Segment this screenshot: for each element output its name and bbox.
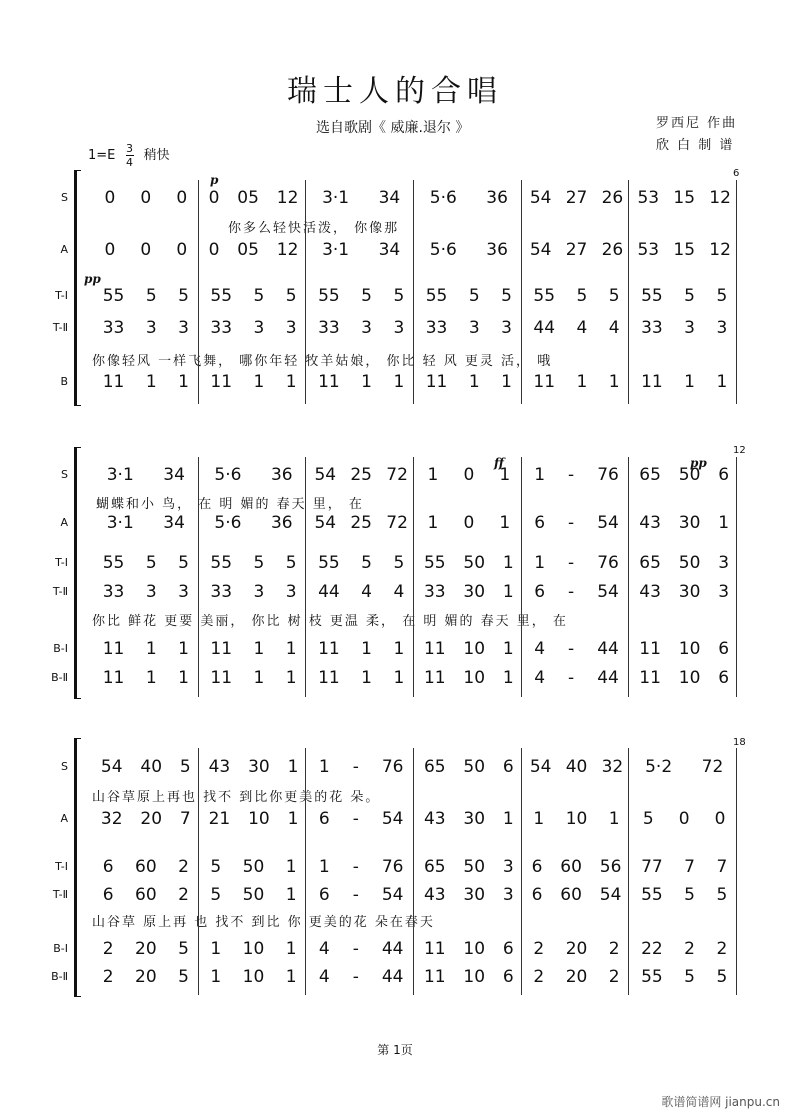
measure: 2 20 5 [102, 939, 189, 959]
barline [413, 180, 414, 404]
measure: 3·1 34 [106, 465, 185, 485]
measure: 55 5 5 [102, 286, 189, 306]
time-signature [126, 143, 134, 168]
measure: 55 5 5 [102, 553, 189, 573]
measure: 43 30 3 [423, 885, 514, 905]
measure: 11 1 1 [102, 639, 189, 659]
measure: 55 5 5 [641, 885, 728, 905]
measure: 11 1 1 [641, 372, 728, 392]
barline [305, 748, 306, 995]
measure: 55 5 5 [641, 967, 728, 987]
measure: 54 27 26 [529, 240, 624, 260]
subtitle: 选自歌剧《 威廉.退尔 》 [316, 120, 470, 136]
voice-row [92, 967, 738, 987]
voice-label: S [61, 760, 68, 773]
page-title: 瑞士人的合唱 [287, 74, 503, 109]
measure: 11 1 1 [318, 639, 405, 659]
system-bracket [74, 447, 81, 699]
measure: 5·6 36 [429, 188, 508, 208]
measure: 5 0 0 [642, 809, 726, 829]
voice-row [92, 372, 738, 392]
voice-row [92, 668, 738, 688]
measure: 33 3 3 [102, 582, 189, 602]
barline [521, 457, 522, 697]
barline [521, 180, 522, 404]
measure: 43 30 3 [639, 582, 730, 602]
measure: 11 1 1 [318, 668, 405, 688]
measure: 55 5 5 [210, 286, 297, 306]
measure-number: 6 [733, 168, 740, 179]
measure: 33 3 3 [102, 318, 189, 338]
measure: 0 0 0 [104, 240, 188, 260]
key-signature [88, 143, 170, 168]
barline [198, 748, 199, 995]
system-bracket [74, 738, 81, 997]
lyrics-line: 蝴蝶和小 鸟， 在 明 媚的 春天 里， 在 [96, 497, 364, 512]
measure: 65 50 6 [639, 465, 730, 485]
measure: 77 7 7 [641, 857, 728, 877]
lyrics-line: 山谷草原上再也 找不 到比你更美的花 朵。 [92, 790, 381, 805]
measure: 11 1 1 [533, 372, 620, 392]
voice-label: T-Ⅰ [55, 289, 68, 302]
measure: 33 30 1 [423, 582, 514, 602]
measure: 5·2 72 [645, 757, 724, 777]
measure: 55 5 5 [533, 286, 620, 306]
measure: 55 5 5 [425, 286, 512, 306]
dynamic-mark: pp [84, 272, 101, 286]
barline [628, 180, 629, 404]
voice-label: B-Ⅰ [53, 642, 68, 655]
measure: 2 20 2 [533, 967, 620, 987]
measure: 1 10 1 [210, 967, 297, 987]
voice-label: S [61, 468, 68, 481]
voice-label: B-Ⅱ [51, 970, 68, 983]
measure: 33 3 3 [318, 318, 405, 338]
voice-label: T-Ⅱ [52, 888, 68, 901]
measure: 53 15 12 [637, 188, 731, 208]
voice-label: B [60, 375, 68, 388]
barline [198, 457, 199, 697]
voice-row [92, 318, 738, 338]
measure: 54 40 32 [529, 757, 624, 777]
measure: 3·1 34 [322, 240, 401, 260]
measure: 54 25 72 [314, 513, 408, 533]
page-number: 第 1页 [377, 1043, 413, 1057]
measure: 6 60 56 [531, 857, 622, 877]
measure: 11 1 1 [210, 639, 297, 659]
measure: 11 10 1 [423, 668, 514, 688]
voice-row [92, 885, 738, 905]
barline [305, 457, 306, 697]
barline [736, 180, 737, 404]
measure: 43 30 1 [208, 757, 299, 777]
measure: 11 10 6 [423, 939, 514, 959]
lyrics-line: 你比 鲜花 更要 美丽， 你比 树 枝 更温 柔， 在 明 媚的 春天 里， 在 [92, 614, 568, 629]
measure: 5 50 1 [210, 857, 297, 877]
measure: 1 10 1 [533, 809, 620, 829]
dynamic-mark: p [210, 173, 219, 187]
measure: 2 20 2 [533, 939, 620, 959]
measure: 11 1 1 [425, 372, 512, 392]
tempo: 稍快 [143, 148, 170, 163]
dynamic-mark: ff [494, 456, 504, 470]
time-denominator: 4 [126, 156, 134, 169]
measure: 11 1 1 [318, 372, 405, 392]
measure: 43 30 1 [639, 513, 730, 533]
measure: 65 50 6 [423, 757, 514, 777]
measure: 4 - 44 [534, 639, 619, 659]
voice-row [92, 939, 738, 959]
measure-number: 18 [733, 737, 746, 748]
barline [521, 748, 522, 995]
barline [413, 748, 414, 995]
measure: 2 20 5 [102, 967, 189, 987]
measure: 55 5 5 [318, 553, 405, 573]
measure: 6 60 2 [102, 885, 189, 905]
voice-label: A [60, 516, 68, 529]
measure: 54 40 5 [100, 757, 191, 777]
lyrics-line: 你多么轻快活泼， 你像那 [228, 221, 400, 236]
measure: 5·6 36 [214, 465, 293, 485]
measure: 32 20 7 [100, 809, 191, 829]
voice-row [92, 240, 738, 260]
arranger: 欣 白 制 谱 [656, 138, 735, 153]
measure: 11 10 1 [423, 639, 514, 659]
measure: 4 - 44 [534, 668, 619, 688]
measure: 1 - 76 [534, 465, 619, 485]
measure: 0 05 12 [208, 188, 299, 208]
measure: 3·1 34 [322, 188, 401, 208]
voice-label: A [60, 812, 68, 825]
measure: 6 - 54 [318, 809, 404, 829]
dynamic-mark: pp [690, 456, 707, 470]
measure: 21 10 1 [208, 809, 299, 829]
measure: 6 - 54 [318, 885, 404, 905]
measure: 54 27 26 [529, 188, 624, 208]
barline [736, 457, 737, 697]
voice-row [92, 286, 738, 306]
measure: 5·6 36 [214, 513, 293, 533]
lyrics-line: 你像轻风 一样飞舞， 哪你年轻 牧羊姑娘， 你比 轻 风 更灵 活， 哦 [92, 354, 553, 369]
measure: 55 50 1 [423, 553, 514, 573]
measure: 6 - 54 [534, 513, 619, 533]
measure: 1 - 76 [318, 757, 404, 777]
voice-row [92, 757, 738, 777]
measure: 4 - 44 [318, 967, 404, 987]
measure: 55 5 5 [641, 286, 728, 306]
measure: 54 25 72 [314, 465, 408, 485]
measure: 0 05 12 [208, 240, 299, 260]
voice-label: S [61, 191, 68, 204]
measure: 3·1 34 [106, 513, 185, 533]
barline [736, 748, 737, 995]
measure: 6 - 54 [534, 582, 619, 602]
barline [198, 180, 199, 404]
voice-label: T-Ⅰ [55, 556, 68, 569]
measure: 11 1 1 [102, 372, 189, 392]
measure: 0 0 0 [104, 188, 188, 208]
measure: 65 50 3 [639, 553, 730, 573]
measure: 6 60 54 [531, 885, 622, 905]
measure: 55 5 5 [318, 286, 405, 306]
measure: 1 - 76 [534, 553, 619, 573]
measure: 11 10 6 [423, 967, 514, 987]
measure: 53 15 12 [637, 240, 731, 260]
barline [628, 457, 629, 697]
measure: 1 0 1 [427, 465, 511, 485]
voice-row [92, 809, 738, 829]
measure-number: 12 [733, 445, 746, 456]
measure: 22 2 2 [641, 939, 728, 959]
barline [628, 748, 629, 995]
measure: 44 4 4 [318, 582, 405, 602]
watermark: 歌谱简谱网 jianpu.cn [661, 1095, 780, 1109]
voice-row [92, 553, 738, 573]
measure: 1 10 1 [210, 939, 297, 959]
barline [413, 457, 414, 697]
voice-label: T-Ⅱ [52, 585, 68, 598]
voice-row [92, 188, 738, 208]
measure: 5·6 36 [429, 240, 508, 260]
measure: 33 3 3 [641, 318, 728, 338]
composer: 罗西尼 作曲 [656, 116, 738, 131]
measure: 55 5 5 [210, 553, 297, 573]
voice-row [92, 465, 738, 485]
system-bracket [74, 170, 81, 406]
measure: 1 0 1 [427, 513, 511, 533]
voice-label: A [60, 243, 68, 256]
voice-label: T-Ⅰ [55, 860, 68, 873]
measure: 11 1 1 [210, 372, 297, 392]
barline [305, 180, 306, 404]
measure: 11 10 6 [639, 668, 730, 688]
measure: 43 30 1 [423, 809, 514, 829]
measure: 33 3 3 [425, 318, 512, 338]
measure: 33 3 3 [210, 318, 297, 338]
measure: 11 10 6 [639, 639, 730, 659]
time-numerator: 3 [126, 142, 134, 155]
voice-row [92, 639, 738, 659]
voice-row [92, 513, 738, 533]
measure: 11 1 1 [210, 668, 297, 688]
voice-row [92, 582, 738, 602]
measure: 44 4 4 [533, 318, 620, 338]
voice-label: B-Ⅰ [53, 942, 68, 955]
lyrics-line: 山谷草 原上再 也 找不 到比 你 更美的花 朵在春天 [92, 915, 435, 930]
measure: 33 3 3 [210, 582, 297, 602]
voice-label: B-Ⅱ [51, 671, 68, 684]
measure: 6 60 2 [102, 857, 189, 877]
voice-label: T-Ⅱ [52, 321, 68, 334]
measure: 4 - 44 [318, 939, 404, 959]
measure: 5 50 1 [210, 885, 297, 905]
measure: 1 - 76 [318, 857, 404, 877]
key: 1=E [88, 148, 116, 163]
measure: 65 50 3 [423, 857, 514, 877]
voice-row [92, 857, 738, 877]
measure: 11 1 1 [102, 668, 189, 688]
